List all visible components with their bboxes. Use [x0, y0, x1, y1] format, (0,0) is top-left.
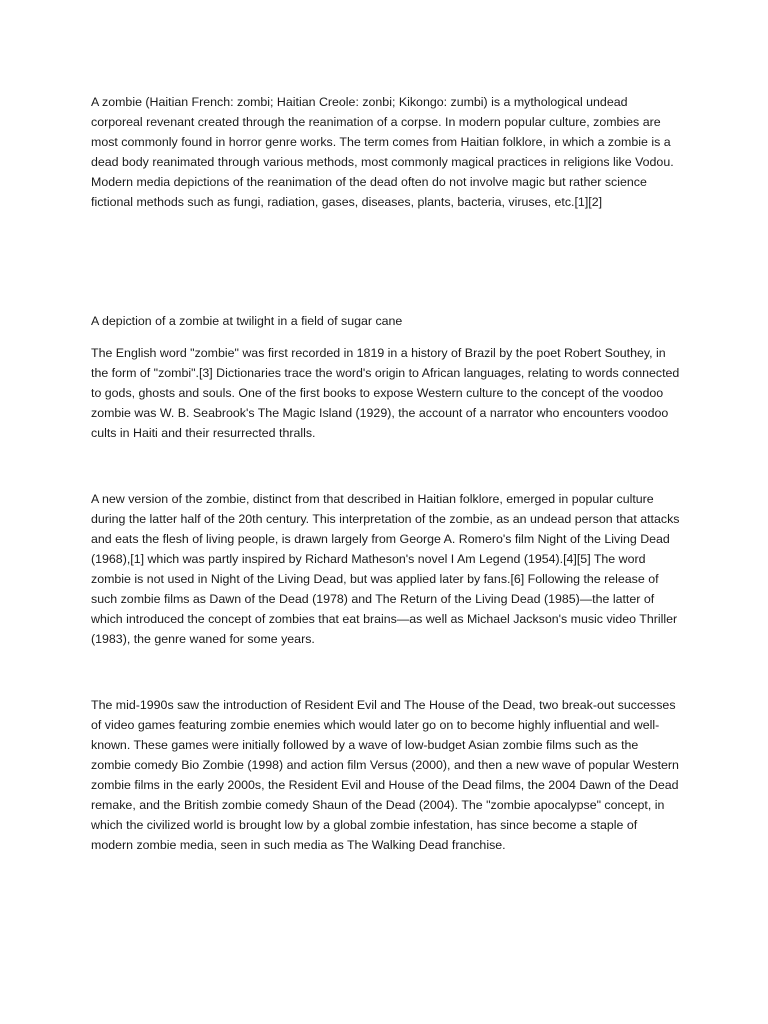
modern-version-paragraph: A new version of the zombie, distinct from that described in Haitian folklore, emerged in popular culture during the latter half of the 20th century. This interpretation of the zombie, as an undead person that attacks and eats the flesh of living people, is drawn largely from George A. Romero's film Night of the Living Dead (1968),[1] which was partly inspired by Richard Matheson's novel I Am Legend (1954).[4][5] The word zombie is not used in Night of the Living Dead, but was applied later by fans.[6] Following the release of such zombie films as Dawn of the Dead (1978) and The Return of the Living Dead (1985)—the latter of which introduced the concept of zombies that eat brains—as well as Michael Jackson's music video Thriller (1983), the genre waned for some years.	[91, 492, 680, 646]
intro-paragraph: A zombie (Haitian French: zombi; Haitian Creole: zonbi; Kikongo: zumbi) is a mythological undead corporeal revenant created through the reanimation of a corpse. In modern popular culture, zombies are most commonly found in horror genre works. The term comes from Haitian folklore, in which a zombie is a dead body reanimated through various methods, most commonly magical practices in religions like Vodou. Modern media depictions of the reanimation of the dead often do not involve magic but rather science fictional methods such as fungi, radiation, gases, diseases, plants, bacteria, viruses, etc.[1][2]	[91, 95, 674, 209]
nineties-revival-paragraph: The mid-1990s saw the introduction of Resident Evil and The House of the Dead, two break-out successes of video games featuring zombie enemies which would later go on to become highly influential and well-known. These games were initially followed by a wave of low-budget Asian zombie films such as the zombie comedy Bio Zombie (1998) and action film Versus (2000), and then a new wave of popular Western zombie films in the early 2000s, the Resident Evil and House of the Dead films, the 2004 Dawn of the Dead remake, and the British zombie comedy Shaun of the Dead (2004). The "zombie apocalypse" concept, in which the civilized world is brought low by a global zombie infestation, has since become a staple of modern zombie media, seen in such media as The Walking Dead franchise.	[91, 698, 679, 852]
image-caption: A depiction of a zombie at twilight in a field of sugar cane	[91, 314, 403, 328]
etymology-paragraph: The English word "zombie" was first recorded in 1819 in a history of Brazil by the poet Robert Southey, in the form of "zombi".[3] Dictionaries trace the word's origin to African languages, relating to words connected to gods, ghosts and souls. One of the first books to expose Western culture to the concept of the voodoo zombie was W. B. Seabrook's The Magic Island (1929), the account of a narrator who encounters voodoo cults in Haiti and their resurrected thralls.	[91, 346, 680, 440]
